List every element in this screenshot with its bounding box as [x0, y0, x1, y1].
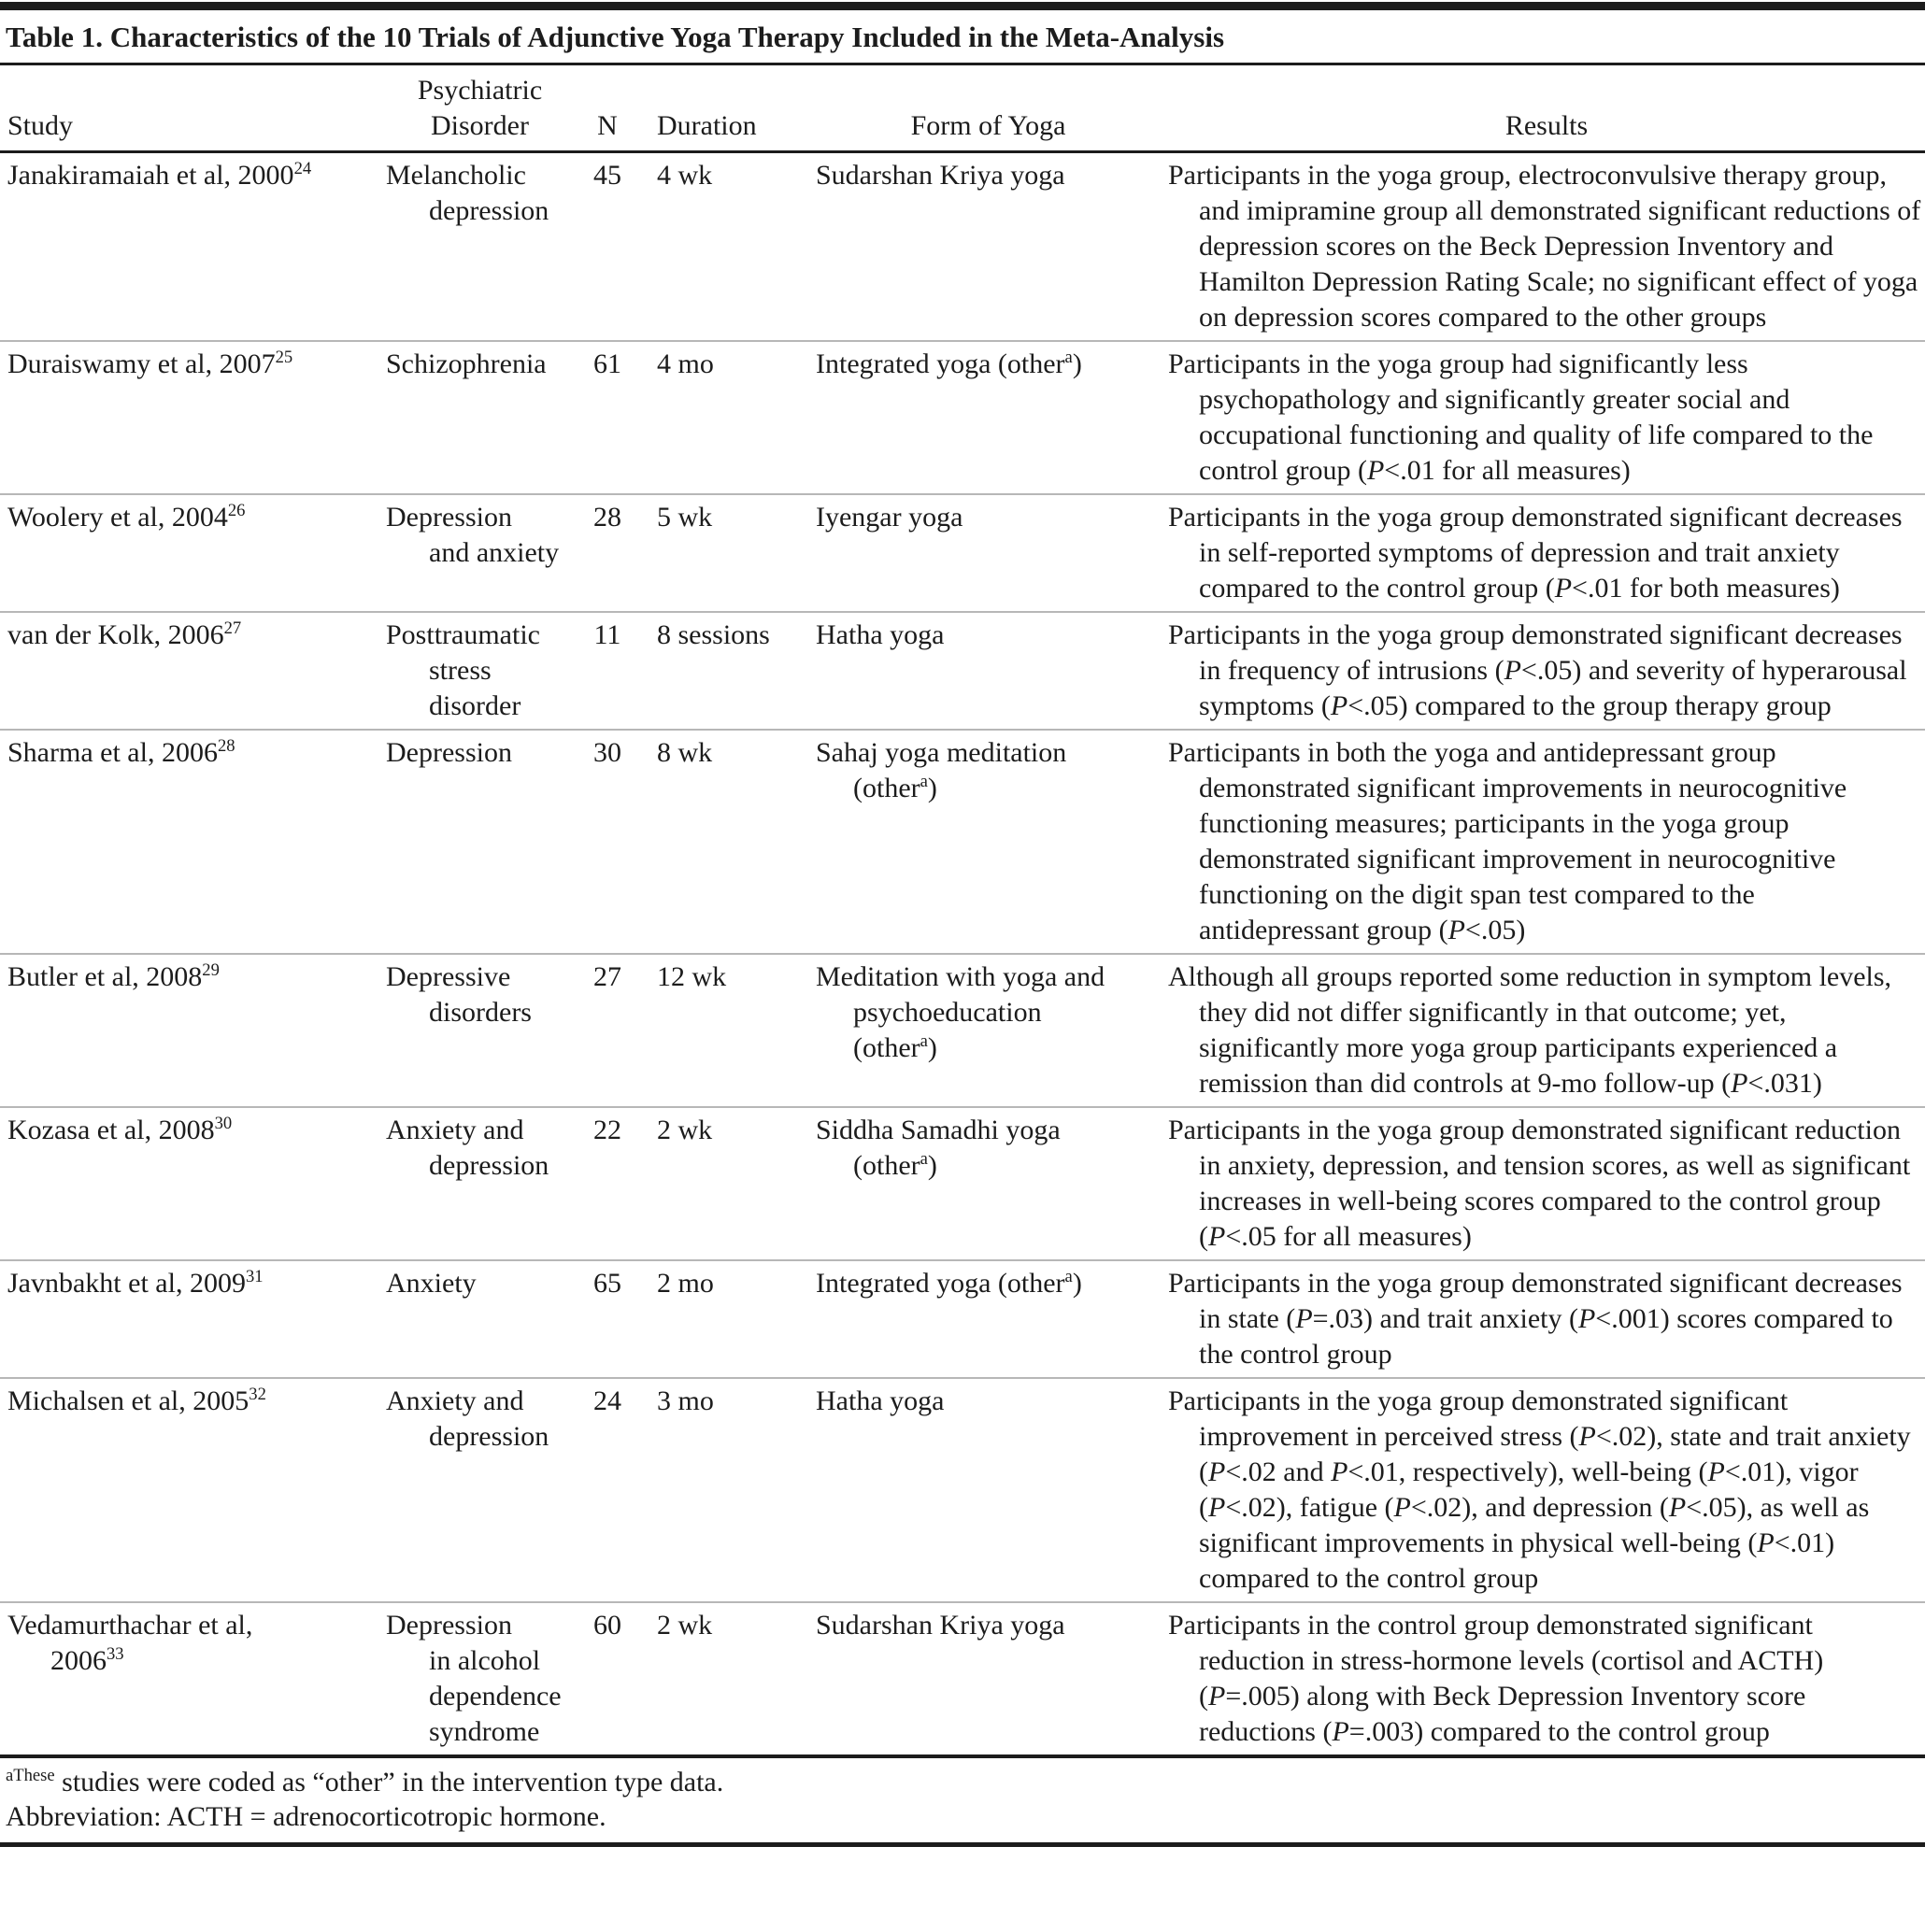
cell-disorder: [378, 1378, 581, 1602]
cell-yoga: [808, 1602, 1168, 1756]
cell-line: psychoeducation: [853, 997, 1042, 1028]
column-header-psychiatric-disorder: Psychiatric Disorder: [378, 65, 581, 152]
cell-line: Janakiramaiah et al, 2000$^{24}$: [7, 159, 312, 191]
cell-line: disorder: [429, 690, 521, 721]
cell-line: Anxiety and: [386, 1115, 524, 1145]
cell-disorder: [378, 612, 581, 730]
cell-duration: 2 wk: [634, 1602, 808, 1756]
characteristics-table: [0, 65, 1925, 1758]
cell-study: [0, 1602, 378, 1756]
cell-line: (other$^a$): [853, 772, 937, 803]
results-text: Participants in the yoga group, electroconvulsive therapy group, and imipramine group all demonstrated significant reductions of depression scores on the Beck Depression Inventory and Hamilton Depression Rating Scale; no significant effect of yoga on depression scores compared to the other groups: [1168, 160, 1921, 333]
cell-line: Woolery et al, 2004$^{26}$: [7, 501, 246, 533]
cell-yoga: [808, 954, 1168, 1107]
cell-line: Depression: [386, 737, 512, 768]
cell-line: Vedamurthachar et al,: [7, 1610, 253, 1641]
cell-n: 22: [581, 1107, 634, 1260]
cell-n: 61: [581, 341, 634, 494]
cell-line: Anxiety and: [386, 1385, 524, 1416]
cell-yoga: [808, 1260, 1168, 1378]
cell-line: depression: [429, 1150, 549, 1181]
cell-n: 28: [581, 494, 634, 612]
cell-results: [1168, 1260, 1925, 1378]
cell-disorder: [378, 152, 581, 342]
cell-disorder: [378, 954, 581, 1107]
cell-study: [0, 1378, 378, 1602]
table-row: [0, 612, 1925, 730]
cell-duration: 4 mo: [634, 341, 808, 494]
cell-line: dependence: [429, 1681, 562, 1712]
cell-line: Depression: [386, 1610, 512, 1641]
cell-yoga: [808, 1378, 1168, 1602]
cell-yoga: [808, 612, 1168, 730]
results-text: Participants in the yoga group demonstrated significant improvement in perceived stress (P<.02), state and trait anxiety (P<.02 and P<.01, respectively), well-being (P<.01), vigor (P<.02), fatigue (P<.02), and depression (P<.05), as well as significant improvements in physical well-being (P<.01) compared to the control group: [1168, 1385, 1911, 1594]
cell-line: Integrated yoga (other$^a$): [816, 348, 1082, 379]
cell-results: [1168, 152, 1925, 342]
column-header-form-of-yoga: Form of Yoga: [808, 65, 1168, 152]
cell-line: stress: [429, 655, 492, 686]
cell-results: [1168, 1378, 1925, 1602]
cell-line: Depression: [386, 502, 512, 533]
cell-duration: 2 wk: [634, 1107, 808, 1260]
paper-table-page: [0, 2, 1925, 1847]
cell-n: 45: [593, 160, 621, 191]
table-title: Table 1. Characteristics of the 10 Trials of Adjunctive Yoga Therapy Included in the Meta-Analysis: [0, 10, 1925, 65]
results-text: Participants in the yoga group demonstrated significant decreases in self-reported symptoms of depression and trait anxiety compared to the control group (P<.01 for both measures): [1168, 502, 1903, 604]
cell-line: Integrated yoga (other$^a$): [816, 1267, 1082, 1299]
cell-results: [1168, 730, 1925, 954]
cell-disorder: [378, 341, 581, 494]
cell-line: Javnbakht et al, 2009$^{31}$: [7, 1267, 264, 1299]
cell-line: Meditation with yoga and: [816, 961, 1105, 992]
cell-line: Anxiety: [386, 1268, 477, 1299]
table-row: [0, 494, 1925, 612]
cell-study: [0, 341, 378, 494]
table-row: [0, 1260, 1925, 1378]
table-row: [0, 730, 1925, 954]
table-row: [0, 341, 1925, 494]
cell-line: (other$^a$): [853, 1149, 937, 1181]
cell-study: [0, 1107, 378, 1260]
results-text: Participants in both the yoga and antidepressant group demonstrated significant improvements in neurocognitive functioning measures; participants in the yoga group demonstrated significant improvement in neurocognitive functioning on the digit span test compared to the antidepressant group (P<.05): [1168, 737, 1847, 945]
cell-yoga: [808, 341, 1168, 494]
cell-line: Butler et al, 2008$^{29}$: [7, 960, 220, 992]
cell-line: in alcohol: [429, 1645, 541, 1676]
cell-line: Siddha Samadhi yoga: [816, 1115, 1061, 1145]
table-row: [0, 152, 1925, 342]
table-row: [0, 954, 1925, 1107]
cell-results: [1168, 1107, 1925, 1260]
cell-study: [0, 612, 378, 730]
cell-results: [1168, 341, 1925, 494]
cell-line: Sudarshan Kriya yoga: [816, 1610, 1065, 1641]
cell-n: 65: [581, 1260, 634, 1378]
cell-yoga: [808, 1107, 1168, 1260]
cell-line: Iyengar yoga: [816, 502, 963, 533]
cell-results: [1168, 1602, 1925, 1756]
column-header-results: Results: [1168, 65, 1925, 152]
results-text: Participants in the yoga group demonstrated significant decreases in frequency of intrusions (P<.05) and severity of hyperarousal symptoms (P<.05) compared to the group therapy group: [1168, 619, 1907, 721]
cell-results: [1168, 494, 1925, 612]
cell-line: Posttraumatic: [386, 619, 540, 650]
cell-line: syndrome: [429, 1716, 540, 1747]
cell-study: [0, 152, 378, 342]
cell-line: Duraiswamy et al, 2007$^{25}$: [7, 348, 293, 379]
cell-disorder: [378, 1107, 581, 1260]
header-row: [0, 65, 1925, 152]
cell-line: and anxiety: [429, 537, 560, 568]
footnote: Abbreviation: ACTH = adrenocorticotropic hormone.: [6, 1801, 606, 1832]
cell-n: 27: [581, 954, 634, 1107]
results-text: Participants in the control group demonstrated significant reduction in stress-hormone levels (cortisol and ACTH) (P=.005) along with Beck Depression Inventory score reductions (P=.003) compared to the control group: [1168, 1610, 1824, 1747]
cell-n: 11: [581, 612, 634, 730]
cell-line: (other$^a$): [853, 1031, 937, 1063]
cell-duration: 12 wk: [634, 954, 808, 1107]
column-header-study: Study: [0, 65, 378, 152]
cell-study: [0, 954, 378, 1107]
cell-yoga: [808, 494, 1168, 612]
cell-line: depression: [429, 1421, 549, 1452]
cell-results: [1168, 954, 1925, 1107]
top-rule: [0, 2, 1925, 10]
results-text: Participants in the yoga group demonstrated significant reduction in anxiety, depression, and tension scores, as well as significant increases in well-being scores compared to the control group (P<.05 for all measures): [1168, 1115, 1911, 1252]
table-header: [0, 65, 1925, 152]
cell-line: Hatha yoga: [816, 619, 945, 650]
cell-duration: 3 mo: [634, 1378, 808, 1602]
footnote: $^{aThese}$ studies were coded as “other” in the intervention type data.: [6, 1766, 724, 1797]
results-text: Participants in the yoga group had significantly less psychopathology and significantly greater social and occupational functioning and quality of life compared to the control group (P<.01 for all measures): [1168, 348, 1874, 486]
cell-results: [1168, 612, 1925, 730]
column-header-n: N: [581, 65, 634, 152]
table-body: [0, 152, 1925, 1757]
cell-line: 2006$^{33}$: [50, 1644, 124, 1676]
cell-duration: 5 wk: [634, 494, 808, 612]
cell-line: depression: [429, 195, 549, 226]
cell-disorder: [378, 730, 581, 954]
cell-line: Sharma et al, 2006$^{28}$: [7, 736, 235, 768]
cell-line: Hatha yoga: [816, 1385, 945, 1416]
cell-duration: 8 sessions: [634, 612, 808, 730]
cell-line: Sudarshan Kriya yoga: [816, 160, 1065, 191]
cell-line: van der Kolk, 2006$^{27}$: [7, 618, 242, 650]
cell-line: Michalsen et al, 2005$^{32}$: [7, 1385, 266, 1416]
cell-yoga: [808, 152, 1168, 342]
cell-n: 60: [581, 1602, 634, 1756]
cell-line: Melancholic: [386, 160, 526, 191]
cell-line: disorders: [429, 997, 532, 1028]
results-text: Participants in the yoga group demonstrated significant decreases in state (P=.03) and trait anxiety (P<.001) scores compared to the control group: [1168, 1268, 1903, 1370]
cell-line: Kozasa et al, 2008$^{30}$: [7, 1114, 233, 1145]
cell-study: [0, 730, 378, 954]
table-row: [0, 1602, 1925, 1756]
cell-disorder: [378, 1260, 581, 1378]
cell-study: [0, 1260, 378, 1378]
column-header-duration: Duration: [634, 65, 808, 152]
cell-line: Depressive: [386, 961, 511, 992]
cell-duration: 2 mo: [634, 1260, 808, 1378]
cell-n: 30: [581, 730, 634, 954]
cell-n: 24: [581, 1378, 634, 1602]
cell-line: Schizophrenia: [386, 348, 547, 379]
cell-yoga: [808, 730, 1168, 954]
table-row: [0, 1107, 1925, 1260]
cell-study: [0, 494, 378, 612]
results-text: Although all groups reported some reduction in symptom levels, they did not differ significantly in that outcome; yet, significantly more yoga group participants experienced a remission than did controls at 9-mo follow-up (P<.031): [1168, 961, 1892, 1099]
cell-disorder: [378, 494, 581, 612]
cell-duration: 4 wk: [657, 160, 713, 191]
footnotes: [0, 1758, 1925, 1847]
table-row: [0, 1378, 1925, 1602]
cell-disorder: [378, 1602, 581, 1756]
cell-duration: 8 wk: [634, 730, 808, 954]
cell-line: Sahaj yoga meditation: [816, 737, 1067, 768]
